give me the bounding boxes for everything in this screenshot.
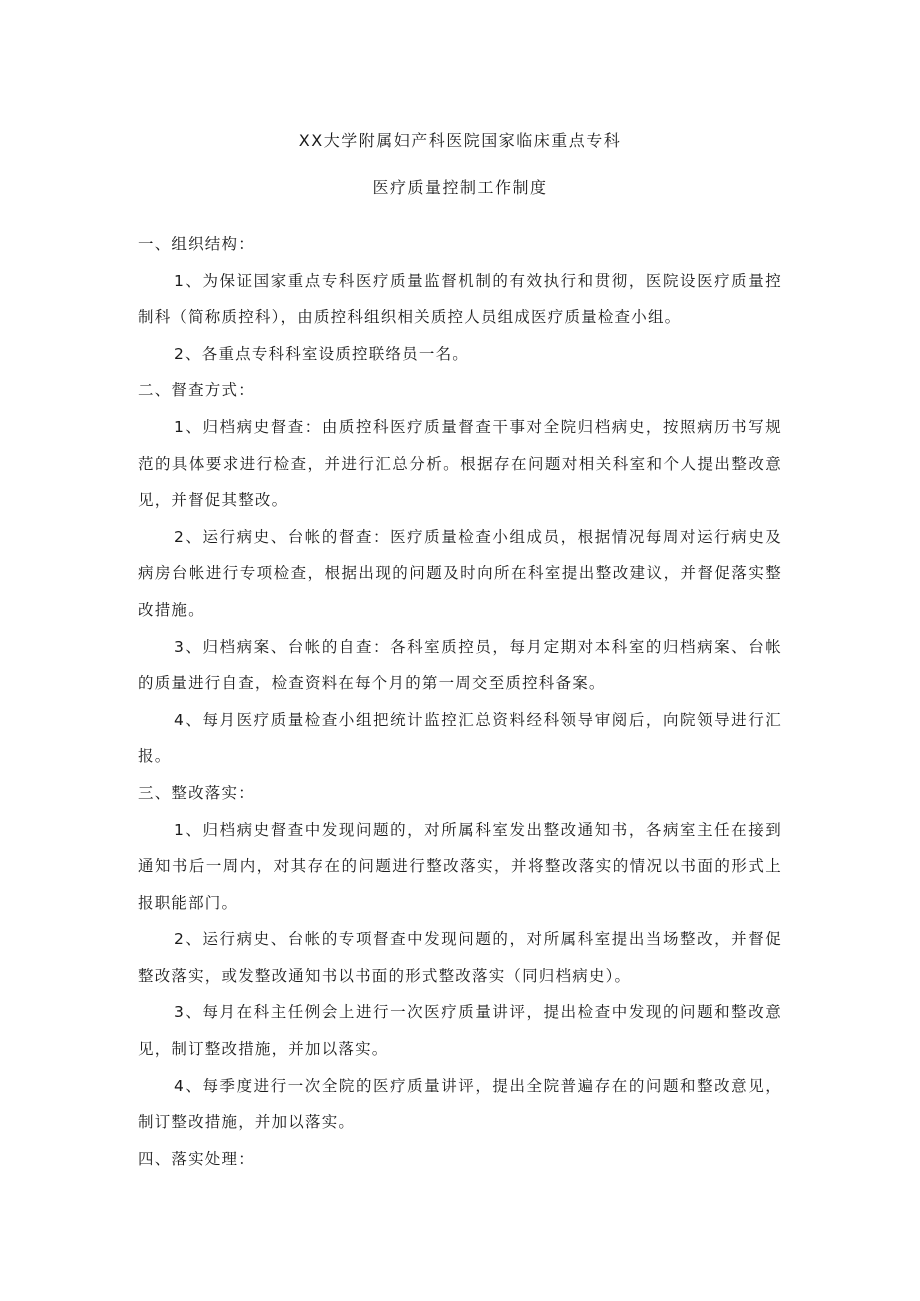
- paragraph-line: 的质量进行自查，检查资料在每个月的第一周交至质控科备案。: [138, 674, 606, 693]
- section-heading-inspection: 二、督查方式：: [138, 381, 255, 400]
- section-heading-rectification: 三、整改落实：: [138, 783, 255, 802]
- paragraph-line: 通知书后一周内，对其存在的问题进行整改落实，并将整改落实的情况以书面的形式上: [138, 857, 782, 876]
- paragraph-line: 1、为保证国家重点专科医疗质量监督机制的有效执行和贯彻，医院设医疗质量控: [174, 271, 782, 290]
- paragraph-line: 病房台帐进行专项检查，根据出现的问题及时向所在科室提出整改建议，并督促落实整: [138, 564, 782, 583]
- paragraph-line: 制科（简称质控科），由质控科组织相关质控人员组成医疗质量检查小组。: [138, 308, 682, 327]
- paragraph-line: 3、每月在科主任例会上进行一次医疗质量讲评，提出检查中发现的问题和整改意: [174, 1003, 782, 1022]
- paragraph-line: 见，并督促其整改。: [138, 491, 289, 510]
- paragraph-line: 改措施。: [138, 600, 205, 619]
- section-heading-organization: 一、组织结构：: [138, 235, 255, 253]
- paragraph-line: 4、每月医疗质量检查小组把统计监控汇总资料经科领导审阅后，向院领导进行汇: [174, 710, 782, 729]
- document-body: [138, 226, 782, 1177]
- paragraph-line: 2、各重点专科科室设质控联络员一名。: [174, 344, 469, 363]
- paragraph-line: 2、运行病史、台帐的督查：医疗质量检查小组成员，根据情况每周对运行病史及: [174, 527, 782, 546]
- paragraph-line: 见，制订整改措施，并加以落实。: [138, 1040, 389, 1059]
- paragraph-line: 2、运行病史、台帐的专项督查中发现问题的，对所属科室提出当场整改，并督促: [174, 930, 782, 949]
- paragraph-line: 报。: [138, 747, 172, 766]
- paragraph-line: 范的具体要求进行检查，并进行汇总分析。根据存在问题对相关科室和个人提出整改意: [138, 454, 782, 473]
- paragraph-line: 报职能部门。: [138, 893, 239, 912]
- paragraph-line: 1、归档病史督查中发现问题的，对所属科室发出整改通知书，各病室主任在接到: [174, 820, 782, 839]
- paragraph-line: 3、归档病案、台帐的自查：各科室质控员，每月定期对本科室的归档病案、台帐: [174, 637, 782, 656]
- paragraph-line: 1、归档病史督查：由质控科医疗质量督查干事对全院归档病史，按照病历书写规: [174, 417, 782, 436]
- paragraph-line: 4、每季度进行一次全院的医疗质量讲评，提出全院普遍存在的问题和整改意见，: [174, 1076, 782, 1095]
- document-title: XX大学附属妇产科医院国家临床重点专科: [298, 131, 622, 150]
- paragraph-line: 制订整改措施，并加以落实。: [138, 1113, 356, 1132]
- section-heading-handling: 四、落实处理：: [138, 1149, 255, 1168]
- paragraph-line: 整改落实，或发整改通知书以书面的形式整改落实（同归档病史）。: [138, 966, 632, 985]
- document-subtitle: 医疗质量控制工作制度: [372, 178, 548, 197]
